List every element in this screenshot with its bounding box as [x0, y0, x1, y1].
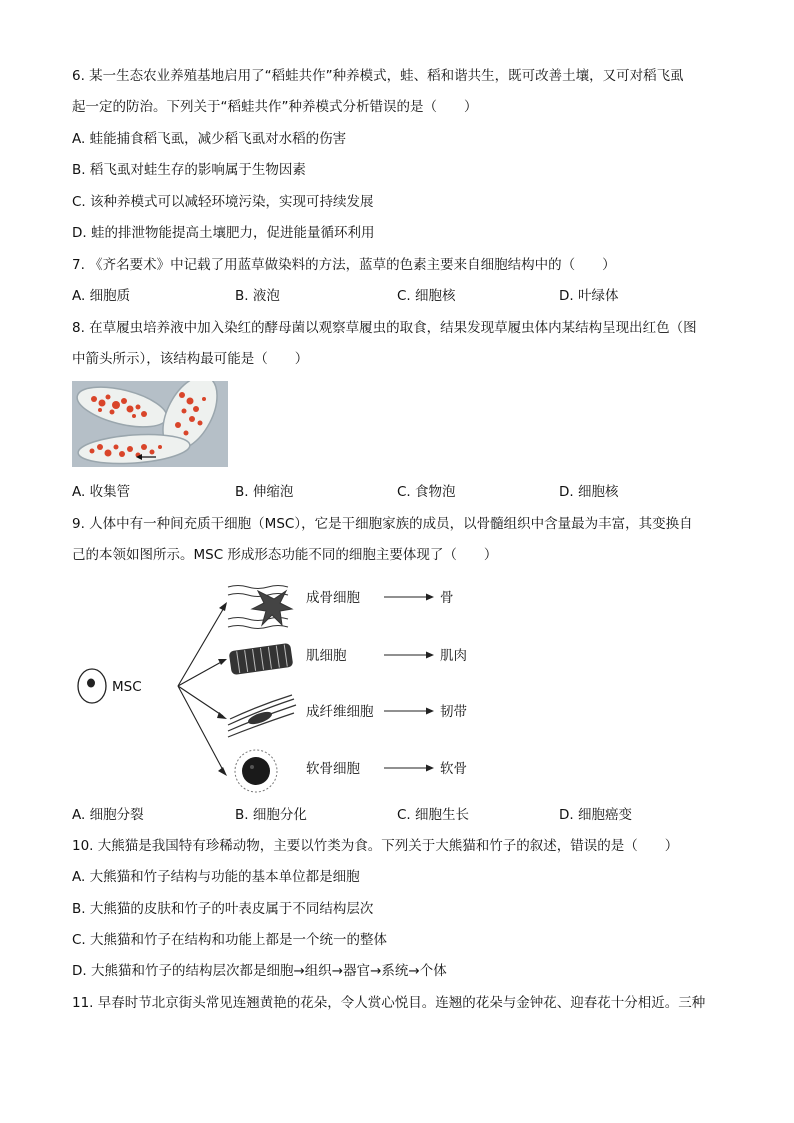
q8-options	[72, 483, 732, 501]
q8-stem-line2: 中箭头所示），该结构最可能是（ ）	[72, 351, 309, 367]
q7-options	[72, 287, 732, 305]
q8-option-d[interactable]: D. 细胞核	[559, 484, 619, 500]
ligament-label: 韧带	[440, 704, 467, 720]
q7-option-d[interactable]: D. 叶绿体	[559, 288, 619, 304]
q8-option-b[interactable]: B. 伸缩泡	[235, 484, 294, 500]
q6-stem-line1: 6. 某一生态农业养殖基地启用了“稻蛙共作”种养模式，蛙、稻和谐共生，既可改善土壤，又可对稻飞虱	[72, 68, 684, 84]
q9-options	[72, 806, 732, 824]
q7-option-b[interactable]: B. 液泡	[235, 288, 280, 304]
muscle-cell-label: 肌细胞	[306, 648, 347, 664]
q9-option-a[interactable]: A. 细胞分裂	[72, 807, 144, 823]
q9-stem-line1: 9. 人体中有一种间充质干细胞（MSC），它是干细胞家族的成员，以骨髓组织中含量最为丰富，其变换自	[72, 516, 693, 532]
q10-option-d[interactable]: D. 大熊猫和竹子的结构层次都是细胞→组织→器官→系统→个体	[72, 963, 447, 979]
q9-option-c[interactable]: C. 细胞生长	[397, 807, 470, 823]
muscle-label: 肌肉	[440, 648, 467, 664]
paramecium-micrograph	[72, 381, 228, 467]
muscle-cell-icon	[229, 643, 294, 675]
osteoblast-label: 成骨细胞	[306, 590, 360, 606]
msc-label: MSC	[112, 679, 142, 695]
q10-stem: 10. 大熊猫是我国特有珍稀动物，主要以竹类为食。下列关于大熊猫和竹子的叙述，错误的是（ ）	[72, 838, 679, 854]
q6-stem-line2: 起一定的防治。下列关于“稻蛙共作”种养模式分析错误的是（ ）	[72, 99, 478, 115]
q8-option-a[interactable]: A. 收集管	[72, 484, 131, 500]
osteoblast-icon	[228, 586, 292, 629]
q10-option-a[interactable]: A. 大熊猫和竹子结构与功能的基本单位都是细胞	[72, 869, 360, 885]
q11-stem-line1: 11. 早春时节北京街头常见连翘黄艳的花朵，令人赏心悦目。连翘的花朵与金钟花、迎春花十分相近。三种	[72, 995, 706, 1011]
q9-stem-line2: 己的本领如图所示。MSC 形成形态功能不同的细胞主要体现了（ ）	[72, 547, 498, 563]
cartilage-label: 软骨	[440, 761, 467, 777]
msc-cell-icon	[78, 669, 106, 703]
q7-option-a[interactable]: A. 细胞质	[72, 288, 131, 304]
fibroblast-label: 成纤维细胞	[306, 704, 374, 720]
q9-option-b[interactable]: B. 细胞分化	[235, 807, 307, 823]
q6-option-c[interactable]: C. 该种养模式可以减轻环境污染，实现可持续发展	[72, 194, 374, 210]
q8-stem-line1: 8. 在草履虫培养液中加入染红的酵母菌以观察草履虫的取食，结果发现草履虫体内某结构呈现出红色（图	[72, 320, 697, 336]
bone-label: 骨	[440, 590, 454, 606]
q10-option-c[interactable]: C. 大熊猫和竹子在结构和功能上都是一个统一的整体	[72, 932, 388, 948]
q10-option-b[interactable]: B. 大熊猫的皮肤和竹子的叶表皮属于不同结构层次	[72, 901, 374, 917]
chondrocyte-icon	[235, 750, 277, 792]
q9-option-d[interactable]: D. 细胞癌变	[559, 807, 632, 823]
q7-option-c[interactable]: C. 细胞核	[397, 288, 456, 304]
q6-option-a[interactable]: A. 蛙能捕食稻飞虱，减少稻飞虱对水稻的伤害	[72, 131, 347, 147]
q6-option-d[interactable]: D. 蛙的排泄物能提高土壤肥力，促进能量循环利用	[72, 225, 375, 241]
q8-option-c[interactable]: C. 食物泡	[397, 484, 456, 500]
chondrocyte-label: 软骨细胞	[306, 761, 360, 777]
msc-differentiation-diagram	[72, 575, 492, 800]
fibroblast-icon	[228, 695, 296, 737]
q7-stem: 7. 《齐名要术》中记载了用蓝草做染料的方法，蓝草的色素主要来自细胞结构中的（ ）	[72, 257, 616, 273]
q6-option-b[interactable]: B. 稻飞虱对蛙生存的影响属于生物因素	[72, 162, 306, 178]
